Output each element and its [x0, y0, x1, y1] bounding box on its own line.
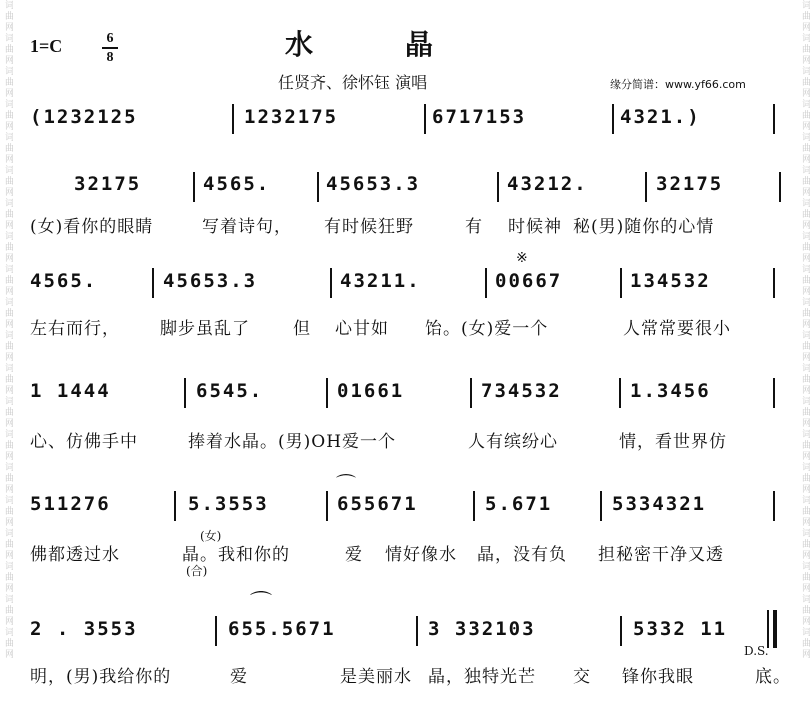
measure: 511276	[30, 493, 111, 515]
lyric: 人常常要很小	[623, 319, 731, 339]
final-bar-line	[767, 610, 769, 648]
measure: 45653.3	[326, 173, 421, 195]
lyric: 晶，没有负	[477, 545, 567, 565]
measure: 00667	[495, 270, 563, 292]
bar-line	[232, 104, 234, 134]
lyric: 写着诗句，	[202, 217, 292, 237]
bar-line	[424, 104, 426, 134]
lyric: 有	[465, 217, 483, 237]
measure: 1.3456	[630, 380, 711, 402]
bar-line	[326, 378, 328, 408]
lyric: 脚步虽乱了	[160, 319, 250, 339]
measure: 5334321	[612, 493, 707, 515]
bar-line	[773, 268, 775, 298]
segno-mark: ※	[516, 250, 528, 266]
final-bar-line-thick	[773, 610, 777, 648]
measure: 2 . 3553	[30, 618, 138, 640]
measure: 01661	[337, 380, 405, 402]
lyric: 心甘如	[335, 319, 389, 339]
bar-line	[330, 268, 332, 298]
measure: 4321.)	[620, 106, 701, 128]
lyric: 底。	[755, 667, 791, 687]
measure: 134532	[630, 270, 711, 292]
song-title: 水晶	[285, 28, 526, 61]
lyric: 有时候狂野	[324, 217, 414, 237]
bar-line	[779, 172, 781, 202]
measure: 5.3553	[188, 493, 269, 515]
lyric: 爱	[230, 667, 248, 687]
lyric: 佛都透过水	[30, 545, 120, 565]
measure: 6545.	[196, 380, 264, 402]
bar-line	[773, 104, 775, 134]
bar-line	[193, 172, 195, 202]
voice-annotation: (女)	[200, 529, 222, 543]
lyric: 是美丽水	[340, 667, 412, 687]
side-watermark-left: 词曲网词曲网词曲网词曲网词曲网词曲网词曲网词曲网词曲网词曲网词曲网词曲网词曲网词曲网词曲网词曲网词曲网词曲网词曲网词曲网	[3, 0, 13, 660]
meter-top: 6	[106, 31, 114, 46]
bar-line	[470, 378, 472, 408]
lyric: 时候神	[508, 217, 562, 237]
bar-line	[416, 616, 418, 646]
lyric: 饴。(女)爱一个	[425, 319, 549, 339]
measure: 4565.	[203, 173, 271, 195]
fermata-mark: ⌒	[336, 472, 356, 496]
time-signature	[102, 31, 118, 65]
lyric: 锋你我眼	[622, 667, 694, 687]
lyric: 晶，独特光芒	[428, 667, 536, 687]
meter-bottom: 8	[106, 50, 114, 65]
lyric: 情好像水	[385, 545, 457, 565]
bar-line	[317, 172, 319, 202]
measure: 4565.	[30, 270, 98, 292]
lyric: 爱	[345, 545, 363, 565]
measure: 6717153	[432, 106, 527, 128]
key-signature: 1=C	[30, 36, 63, 56]
ds-marking: D.S.	[744, 644, 769, 658]
fermata-mark: ⌒	[250, 591, 273, 616]
lyric: 捧着水晶。(男)OH爱一个	[188, 432, 397, 452]
singers-credit: 任贤齐、徐怀钰 演唱	[278, 73, 428, 92]
side-watermark-right: 词曲网词曲网词曲网词曲网词曲网词曲网词曲网词曲网词曲网词曲网词曲网词曲网词曲网词曲网词曲网词曲网词曲网词曲网词曲网词曲网	[800, 0, 810, 660]
measure: (1232125	[30, 106, 138, 128]
measure: 5.671	[485, 493, 553, 515]
measure: 655.5671	[228, 618, 336, 640]
measure: 45653.3	[163, 270, 258, 292]
bar-line	[152, 268, 154, 298]
source-credit: 缘分简谱：www.yf66.com	[610, 78, 746, 91]
lyric: 秘(男)随你的心情	[573, 217, 715, 237]
bar-line	[773, 378, 775, 408]
bar-line	[645, 172, 647, 202]
bar-line	[473, 491, 475, 521]
bar-line	[619, 378, 621, 408]
lyric: 交	[573, 667, 591, 687]
bar-line	[773, 491, 775, 521]
lyric: 晶。我和你的	[182, 545, 290, 565]
measure: 655671	[337, 493, 418, 515]
measure: 1232175	[244, 106, 339, 128]
measure: 32175	[656, 173, 724, 195]
lyric: 担秘密干净又透	[598, 545, 724, 565]
bar-line	[215, 616, 217, 646]
measure: 3 332103	[428, 618, 536, 640]
lyric: 明，(男)我给你的	[30, 667, 172, 687]
lyric: 左右而行，	[30, 319, 120, 339]
bar-line	[497, 172, 499, 202]
bar-line	[620, 268, 622, 298]
measure: 734532	[481, 380, 562, 402]
measure: 43212.	[507, 173, 588, 195]
measure: 32175	[74, 173, 142, 195]
bar-line	[326, 491, 328, 521]
lyric: 人有缤纷心	[468, 432, 558, 452]
lyric: 情，看世界仿	[619, 432, 727, 452]
bar-line	[184, 378, 186, 408]
measure: 5332 11	[633, 618, 728, 640]
meter-divider	[102, 47, 118, 49]
lyric: 但	[293, 319, 311, 339]
voice-annotation: (合)	[186, 564, 208, 578]
bar-line	[485, 268, 487, 298]
bar-line	[600, 491, 602, 521]
bar-line	[620, 616, 622, 646]
measure: 43211.	[340, 270, 421, 292]
measure: 1 1444	[30, 380, 111, 402]
lyric: 心、仿佛手中	[30, 432, 138, 452]
lyric: (女)看你的眼睛	[30, 217, 154, 237]
bar-line	[612, 104, 614, 134]
bar-line	[174, 491, 176, 521]
